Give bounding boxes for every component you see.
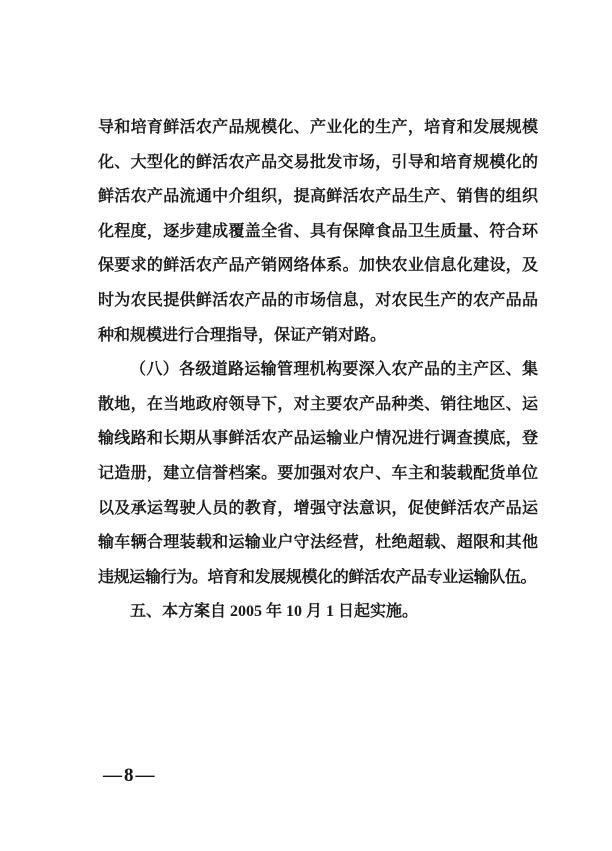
text-line: 散地，在当地政府领导下，对主要农产品种类、销往地区、运 (98, 395, 538, 413)
text-line: 时为农民提供鲜活农产品的市场信息，对农民生产的农产品品 (98, 291, 538, 309)
text-line: 输线路和长期从事鲜活农产品运输业户情况进行调查摸底，登 (98, 430, 538, 448)
text-line paragraph-end: 违规运输行为。培育和发展规模化的鲜活农产品专业运输队伍。 (98, 568, 537, 586)
text-line paragraph-start: 五、本方案自 2005 年 10 月 1 日起实施。 (130, 603, 419, 621)
text-line: 化、大型化的鲜活农产品交易批发市场，引导和培育规模化的 (98, 153, 538, 171)
text-line: 鲜活农产品流通中介组织，提高鲜活农产品生产、销售的组织 (98, 188, 538, 206)
text-line paragraph-start: （八）各级道路运输管理机构要深入农产品的主产区、集 (130, 361, 538, 379)
text-line: 输车辆合理装载和运输业户守法经营，杜绝超载、超限和其他 (98, 534, 538, 552)
text-line: 化程度，逐步建成覆盖全省、具有保障食品卫生质量、符合环 (98, 222, 538, 240)
text-line: 导和培育鲜活农产品规模化、产业化的生产，培育和发展规模 (98, 119, 538, 136)
page-number: —8— (103, 765, 157, 786)
text-line: 记造册，建立信誉档案。要加强对农户、车主和装载配货单位 (98, 464, 538, 482)
body-text (98, 111, 538, 630)
text-line paragraph-end: 种和规模进行合理指导，保证产销对路。 (98, 326, 387, 344)
text-line: 以及承运驾驶人员的教育，增强守法意识，促使鲜活农产品运 (98, 499, 538, 517)
text-line: 保要求的鲜活农产品产销网络体系。加快农业信息化建设，及 (98, 257, 538, 275)
